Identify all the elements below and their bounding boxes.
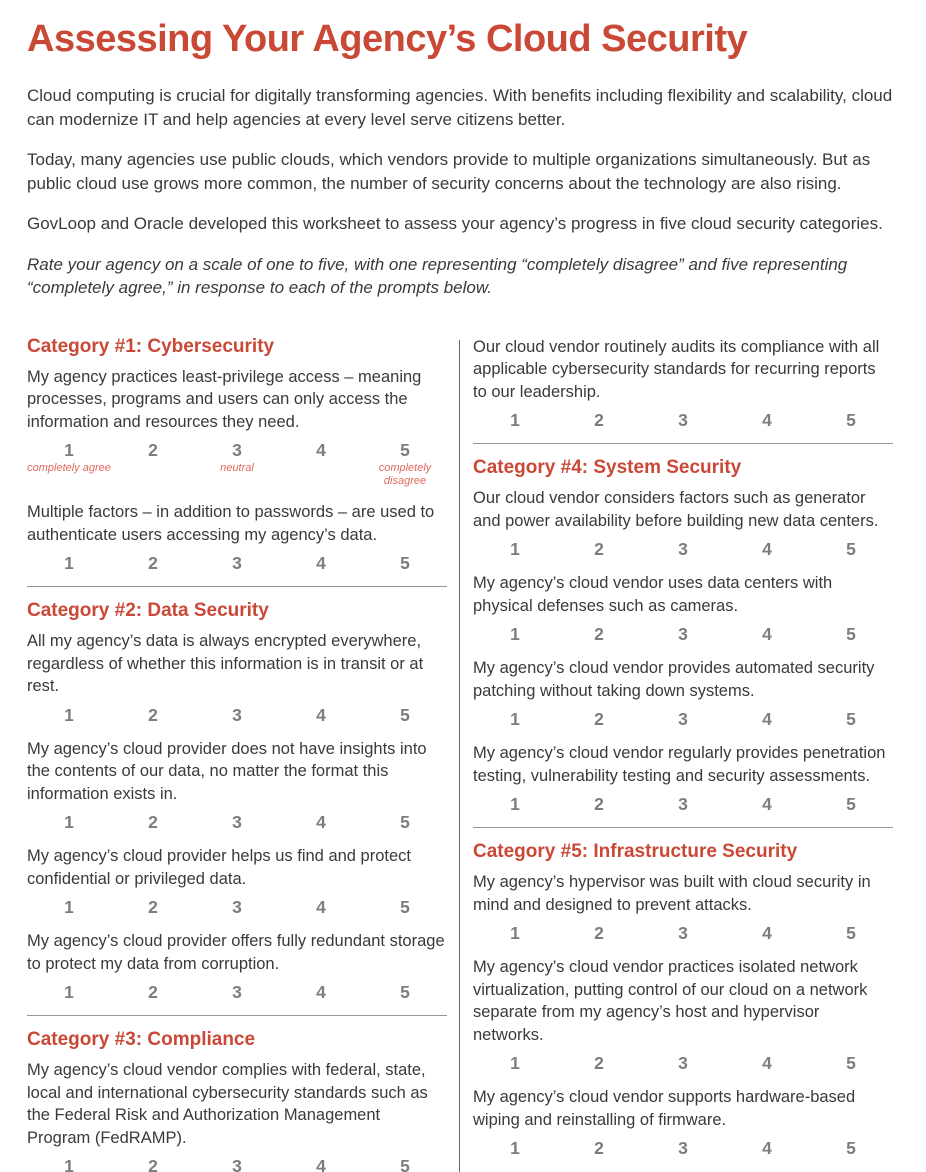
scale-number-2: 2 bbox=[594, 709, 604, 729]
rating-scale bbox=[27, 1156, 447, 1172]
rating-scale bbox=[473, 1053, 893, 1073]
scale-number-5: 5 bbox=[846, 410, 856, 430]
scale-anchor-label: completely agree bbox=[27, 462, 111, 474]
scale-number-4: 4 bbox=[316, 440, 326, 460]
rating-scale bbox=[473, 923, 893, 943]
scale-cell bbox=[725, 539, 809, 559]
rating-scale bbox=[27, 553, 447, 573]
prompt-text: My agency practices least-privilege access – meaning processes, programs and users can only access the information and resources they need. bbox=[27, 367, 422, 431]
scale-number-3: 3 bbox=[678, 794, 688, 814]
prompt-text: All my agency’s data is always encrypted everywhere, regardless of whether this information is in transit or at rest. bbox=[27, 632, 424, 695]
scale-number-2: 2 bbox=[594, 923, 604, 943]
scale-cell bbox=[111, 812, 195, 832]
category-heading: Category #2: Data Security bbox=[27, 600, 269, 621]
scale-cell bbox=[809, 1053, 893, 1073]
scale-number-1: 1 bbox=[510, 539, 520, 559]
scale-number-2: 2 bbox=[594, 1138, 604, 1158]
scale-number-3: 3 bbox=[232, 1156, 242, 1172]
scale-cell bbox=[27, 553, 111, 573]
rating-scale bbox=[27, 705, 447, 725]
scale-number-1: 1 bbox=[510, 1053, 520, 1073]
scale-cell bbox=[279, 553, 363, 573]
scale-number-4: 4 bbox=[316, 1156, 326, 1172]
scale-anchor-label: completely disagree bbox=[378, 462, 432, 487]
scale-cell bbox=[363, 553, 447, 573]
scale-number-1: 1 bbox=[510, 410, 520, 430]
worksheet-body bbox=[27, 336, 905, 1172]
scale-cell bbox=[725, 794, 809, 814]
scale-cell bbox=[557, 923, 641, 943]
category-heading: Category #4: System Security bbox=[473, 457, 742, 478]
scale-cell bbox=[279, 812, 363, 832]
scale-number-3: 3 bbox=[678, 1053, 688, 1073]
scale-number-1: 1 bbox=[510, 624, 520, 644]
scale-number-3: 3 bbox=[232, 553, 242, 573]
scale-cell bbox=[473, 624, 557, 644]
section-divider bbox=[27, 1015, 447, 1016]
prompt-text: Our cloud vendor routinely audits its compliance with all applicable cybersecurity standards for recurring reports to our leadership. bbox=[473, 337, 880, 401]
scale-number-4: 4 bbox=[762, 539, 772, 559]
category-section bbox=[473, 457, 893, 814]
scale-number-2: 2 bbox=[594, 1053, 604, 1073]
right-column bbox=[473, 336, 893, 1172]
rating-scale bbox=[27, 897, 447, 917]
scale-cell bbox=[111, 553, 195, 573]
scale-cell bbox=[279, 897, 363, 917]
scale-cell bbox=[279, 705, 363, 725]
rating-scale bbox=[473, 624, 893, 644]
category-section bbox=[27, 600, 447, 1002]
prompt-text: My agency’s cloud provider does not have insights into the contents of our data, no matter the format this information exists in. bbox=[27, 739, 427, 803]
scale-number-3: 3 bbox=[678, 923, 688, 943]
scale-cell bbox=[363, 812, 447, 832]
scale-number-1: 1 bbox=[510, 709, 520, 729]
scale-cell bbox=[111, 982, 195, 1002]
scale-number-4: 4 bbox=[762, 794, 772, 814]
scale-cell bbox=[195, 812, 279, 832]
scale-number-5: 5 bbox=[400, 812, 410, 832]
scale-number-5: 5 bbox=[846, 794, 856, 814]
scale-cell bbox=[111, 705, 195, 725]
prompt-text: My agency’s cloud vendor practices isolated network virtualization, putting control of our cloud on a network separate from my agency’s host and hypervisor networks. bbox=[473, 958, 868, 1044]
scale-cell bbox=[725, 1053, 809, 1073]
prompt-text: My agency’s cloud provider offers fully redundant storage to protect my data from corruption. bbox=[27, 932, 445, 973]
scale-cell bbox=[111, 897, 195, 917]
scale-cell bbox=[27, 897, 111, 917]
category-heading: Category #1: Cybersecurity bbox=[27, 335, 275, 357]
scale-number-4: 4 bbox=[316, 897, 326, 917]
scale-number-1: 1 bbox=[64, 553, 74, 573]
prompt-text: My agency’s cloud vendor complies with federal, state, local and international cybersecurity standards such as the Federal Risk and Authorization Management Program (FedRAMP). bbox=[27, 1061, 428, 1147]
prompt-text: My agency’s cloud vendor provides automated security patching without taking down systems. bbox=[473, 659, 875, 700]
scale-cell bbox=[195, 440, 279, 488]
scale-cell bbox=[279, 982, 363, 1002]
intro-paragraph-2: Today, many agencies use public clouds, which vendors provide to multiple organizations simultaneously. But as public cloud use grows more common, the number of security concerns about the technology are also rising. bbox=[27, 150, 871, 193]
scale-number-3: 3 bbox=[232, 704, 242, 725]
left-column bbox=[27, 336, 447, 1172]
scale-number-5: 5 bbox=[400, 440, 410, 460]
scale-cell bbox=[473, 539, 557, 559]
prompt-text: My agency’s hypervisor was built with cloud security in mind and designed to prevent attacks. bbox=[473, 873, 871, 914]
scale-number-3: 3 bbox=[678, 539, 688, 559]
scale-cell bbox=[363, 705, 447, 725]
rating-scale bbox=[473, 1138, 893, 1158]
rating-instructions: Rate your agency on a scale of one to five, with one representing “completely disagree” and five representing “completely agree,” in response to each of the prompts below. bbox=[27, 254, 848, 297]
prompt-text: Our cloud vendor considers factors such as generator and power availability before building new data centers. bbox=[473, 489, 879, 530]
category-section bbox=[473, 336, 893, 431]
scale-cell bbox=[641, 1138, 725, 1158]
scale-cell bbox=[27, 1156, 111, 1172]
rating-scale bbox=[473, 794, 893, 814]
scale-number-2: 2 bbox=[148, 897, 158, 917]
scale-cell bbox=[195, 897, 279, 917]
scale-cell bbox=[27, 982, 111, 1002]
scale-number-5: 5 bbox=[846, 923, 856, 943]
section-divider bbox=[473, 827, 893, 828]
scale-cell bbox=[363, 982, 447, 1002]
scale-number-5: 5 bbox=[846, 539, 856, 559]
scale-number-5: 5 bbox=[846, 1053, 856, 1073]
scale-cell bbox=[111, 440, 195, 488]
scale-number-5: 5 bbox=[400, 704, 410, 725]
scale-number-4: 4 bbox=[316, 982, 326, 1002]
scale-number-1: 1 bbox=[64, 704, 74, 725]
scale-cell bbox=[195, 1156, 279, 1172]
scale-number-2: 2 bbox=[594, 410, 604, 430]
scale-cell bbox=[557, 410, 641, 430]
scale-number-1: 1 bbox=[64, 812, 74, 832]
scale-number-5: 5 bbox=[400, 1156, 410, 1172]
scale-cell bbox=[641, 794, 725, 814]
scale-number-4: 4 bbox=[762, 1138, 772, 1158]
scale-cell bbox=[111, 1156, 195, 1172]
scale-number-3: 3 bbox=[678, 624, 688, 644]
scale-number-4: 4 bbox=[762, 923, 772, 943]
scale-cell bbox=[279, 440, 363, 488]
scale-number-5: 5 bbox=[846, 709, 856, 729]
scale-number-4: 4 bbox=[762, 1053, 772, 1073]
scale-cell bbox=[473, 410, 557, 430]
scale-cell bbox=[809, 410, 893, 430]
scale-cell bbox=[27, 812, 111, 832]
scale-number-5: 5 bbox=[846, 1138, 856, 1158]
scale-cell bbox=[195, 553, 279, 573]
prompt-text: My agency’s cloud provider helps us find and protect confidential or privileged data. bbox=[27, 847, 411, 888]
rating-scale bbox=[473, 410, 893, 430]
scale-number-2: 2 bbox=[148, 704, 158, 725]
scale-number-1: 1 bbox=[64, 897, 74, 917]
scale-number-4: 4 bbox=[762, 410, 772, 430]
scale-number-1: 1 bbox=[64, 440, 74, 460]
category-section bbox=[27, 336, 447, 574]
prompt-text: Multiple factors – in addition to passwords – are used to authenticate users accessing my agency’s data. bbox=[27, 503, 435, 544]
scale-number-5: 5 bbox=[400, 982, 410, 1002]
scale-cell bbox=[641, 539, 725, 559]
scale-cell bbox=[725, 624, 809, 644]
scale-number-2: 2 bbox=[148, 1156, 158, 1172]
scale-number-2: 2 bbox=[148, 440, 158, 460]
scale-number-1: 1 bbox=[510, 794, 520, 814]
scale-number-1: 1 bbox=[64, 1156, 74, 1172]
scale-cell bbox=[473, 794, 557, 814]
scale-number-5: 5 bbox=[400, 553, 410, 573]
scale-cell bbox=[557, 1053, 641, 1073]
scale-cell bbox=[809, 923, 893, 943]
scale-number-5: 5 bbox=[400, 897, 410, 917]
scale-cell bbox=[557, 624, 641, 644]
prompt-text: My agency’s cloud vendor regularly provides penetration testing, vulnerability testing and security assessments. bbox=[473, 744, 886, 785]
scale-cell bbox=[195, 705, 279, 725]
category-section bbox=[27, 1029, 447, 1172]
scale-number-3: 3 bbox=[232, 982, 242, 1002]
scale-cell bbox=[725, 410, 809, 430]
scale-number-4: 4 bbox=[316, 704, 326, 725]
scale-number-3: 3 bbox=[232, 897, 242, 917]
rating-scale bbox=[27, 812, 447, 832]
scale-cell bbox=[641, 410, 725, 430]
prompt-text: My agency’s cloud vendor supports hardware-based wiping and reinstalling of firmware. bbox=[473, 1088, 856, 1129]
scale-number-4: 4 bbox=[316, 553, 326, 573]
scale-number-2: 2 bbox=[594, 624, 604, 644]
column-divider bbox=[459, 340, 460, 1172]
rating-scale bbox=[473, 539, 893, 559]
scale-cell bbox=[473, 923, 557, 943]
scale-number-4: 4 bbox=[316, 812, 326, 832]
scale-number-2: 2 bbox=[148, 982, 158, 1002]
rating-scale bbox=[27, 982, 447, 1002]
scale-number-1: 1 bbox=[510, 1138, 520, 1158]
intro-paragraph-1: Cloud computing is crucial for digitally transforming agencies. With benefits including flexibility and scalability, cloud can modernize IT and help agencies at every level serve citizens better. bbox=[27, 86, 893, 129]
scale-cell bbox=[641, 624, 725, 644]
scale-number-5: 5 bbox=[846, 624, 856, 644]
scale-number-4: 4 bbox=[762, 624, 772, 644]
scale-number-4: 4 bbox=[762, 709, 772, 729]
scale-cell bbox=[641, 1053, 725, 1073]
scale-cell bbox=[641, 709, 725, 729]
scale-cell bbox=[473, 709, 557, 729]
scale-number-2: 2 bbox=[148, 812, 158, 832]
scale-cell bbox=[809, 794, 893, 814]
category-heading: Category #5: Infrastructure Security bbox=[473, 841, 798, 862]
scale-cell bbox=[363, 440, 447, 488]
category-section bbox=[473, 841, 893, 1158]
scale-number-2: 2 bbox=[594, 539, 604, 559]
scale-number-3: 3 bbox=[232, 812, 242, 832]
scale-cell bbox=[279, 1156, 363, 1172]
scale-cell bbox=[27, 440, 111, 488]
scale-cell bbox=[557, 794, 641, 814]
scale-cell bbox=[725, 709, 809, 729]
scale-cell bbox=[557, 709, 641, 729]
prompt-text: My agency’s cloud vendor uses data centers with physical defenses such as cameras. bbox=[473, 574, 833, 615]
scale-number-2: 2 bbox=[148, 553, 158, 573]
scale-number-3: 3 bbox=[678, 1138, 688, 1158]
scale-cell bbox=[809, 1138, 893, 1158]
scale-number-1: 1 bbox=[510, 923, 520, 943]
scale-number-3: 3 bbox=[232, 440, 242, 460]
section-divider bbox=[473, 443, 893, 444]
page-title: Assessing Your Agency’s Cloud Security bbox=[27, 18, 748, 60]
scale-cell bbox=[195, 982, 279, 1002]
scale-cell bbox=[473, 1138, 557, 1158]
scale-cell bbox=[557, 1138, 641, 1158]
scale-number-3: 3 bbox=[678, 709, 688, 729]
scale-cell bbox=[363, 897, 447, 917]
rating-scale bbox=[27, 440, 447, 488]
scale-cell bbox=[27, 705, 111, 725]
scale-cell bbox=[363, 1156, 447, 1172]
scale-cell bbox=[641, 923, 725, 943]
rating-scale bbox=[473, 709, 893, 729]
scale-cell bbox=[725, 1138, 809, 1158]
scale-anchor-label: neutral bbox=[220, 462, 254, 474]
section-divider bbox=[27, 586, 447, 587]
scale-number-1: 1 bbox=[64, 982, 74, 1002]
scale-cell bbox=[725, 923, 809, 943]
scale-cell bbox=[473, 1053, 557, 1073]
scale-cell bbox=[557, 539, 641, 559]
scale-cell bbox=[809, 539, 893, 559]
intro-paragraph-3: GovLoop and Oracle developed this worksheet to assess your agency’s progress in five cloud security categories. bbox=[27, 214, 883, 233]
category-heading: Category #3: Compliance bbox=[27, 1029, 256, 1050]
scale-cell bbox=[809, 709, 893, 729]
scale-number-3: 3 bbox=[678, 410, 688, 430]
scale-number-2: 2 bbox=[594, 794, 604, 814]
scale-cell bbox=[809, 624, 893, 644]
